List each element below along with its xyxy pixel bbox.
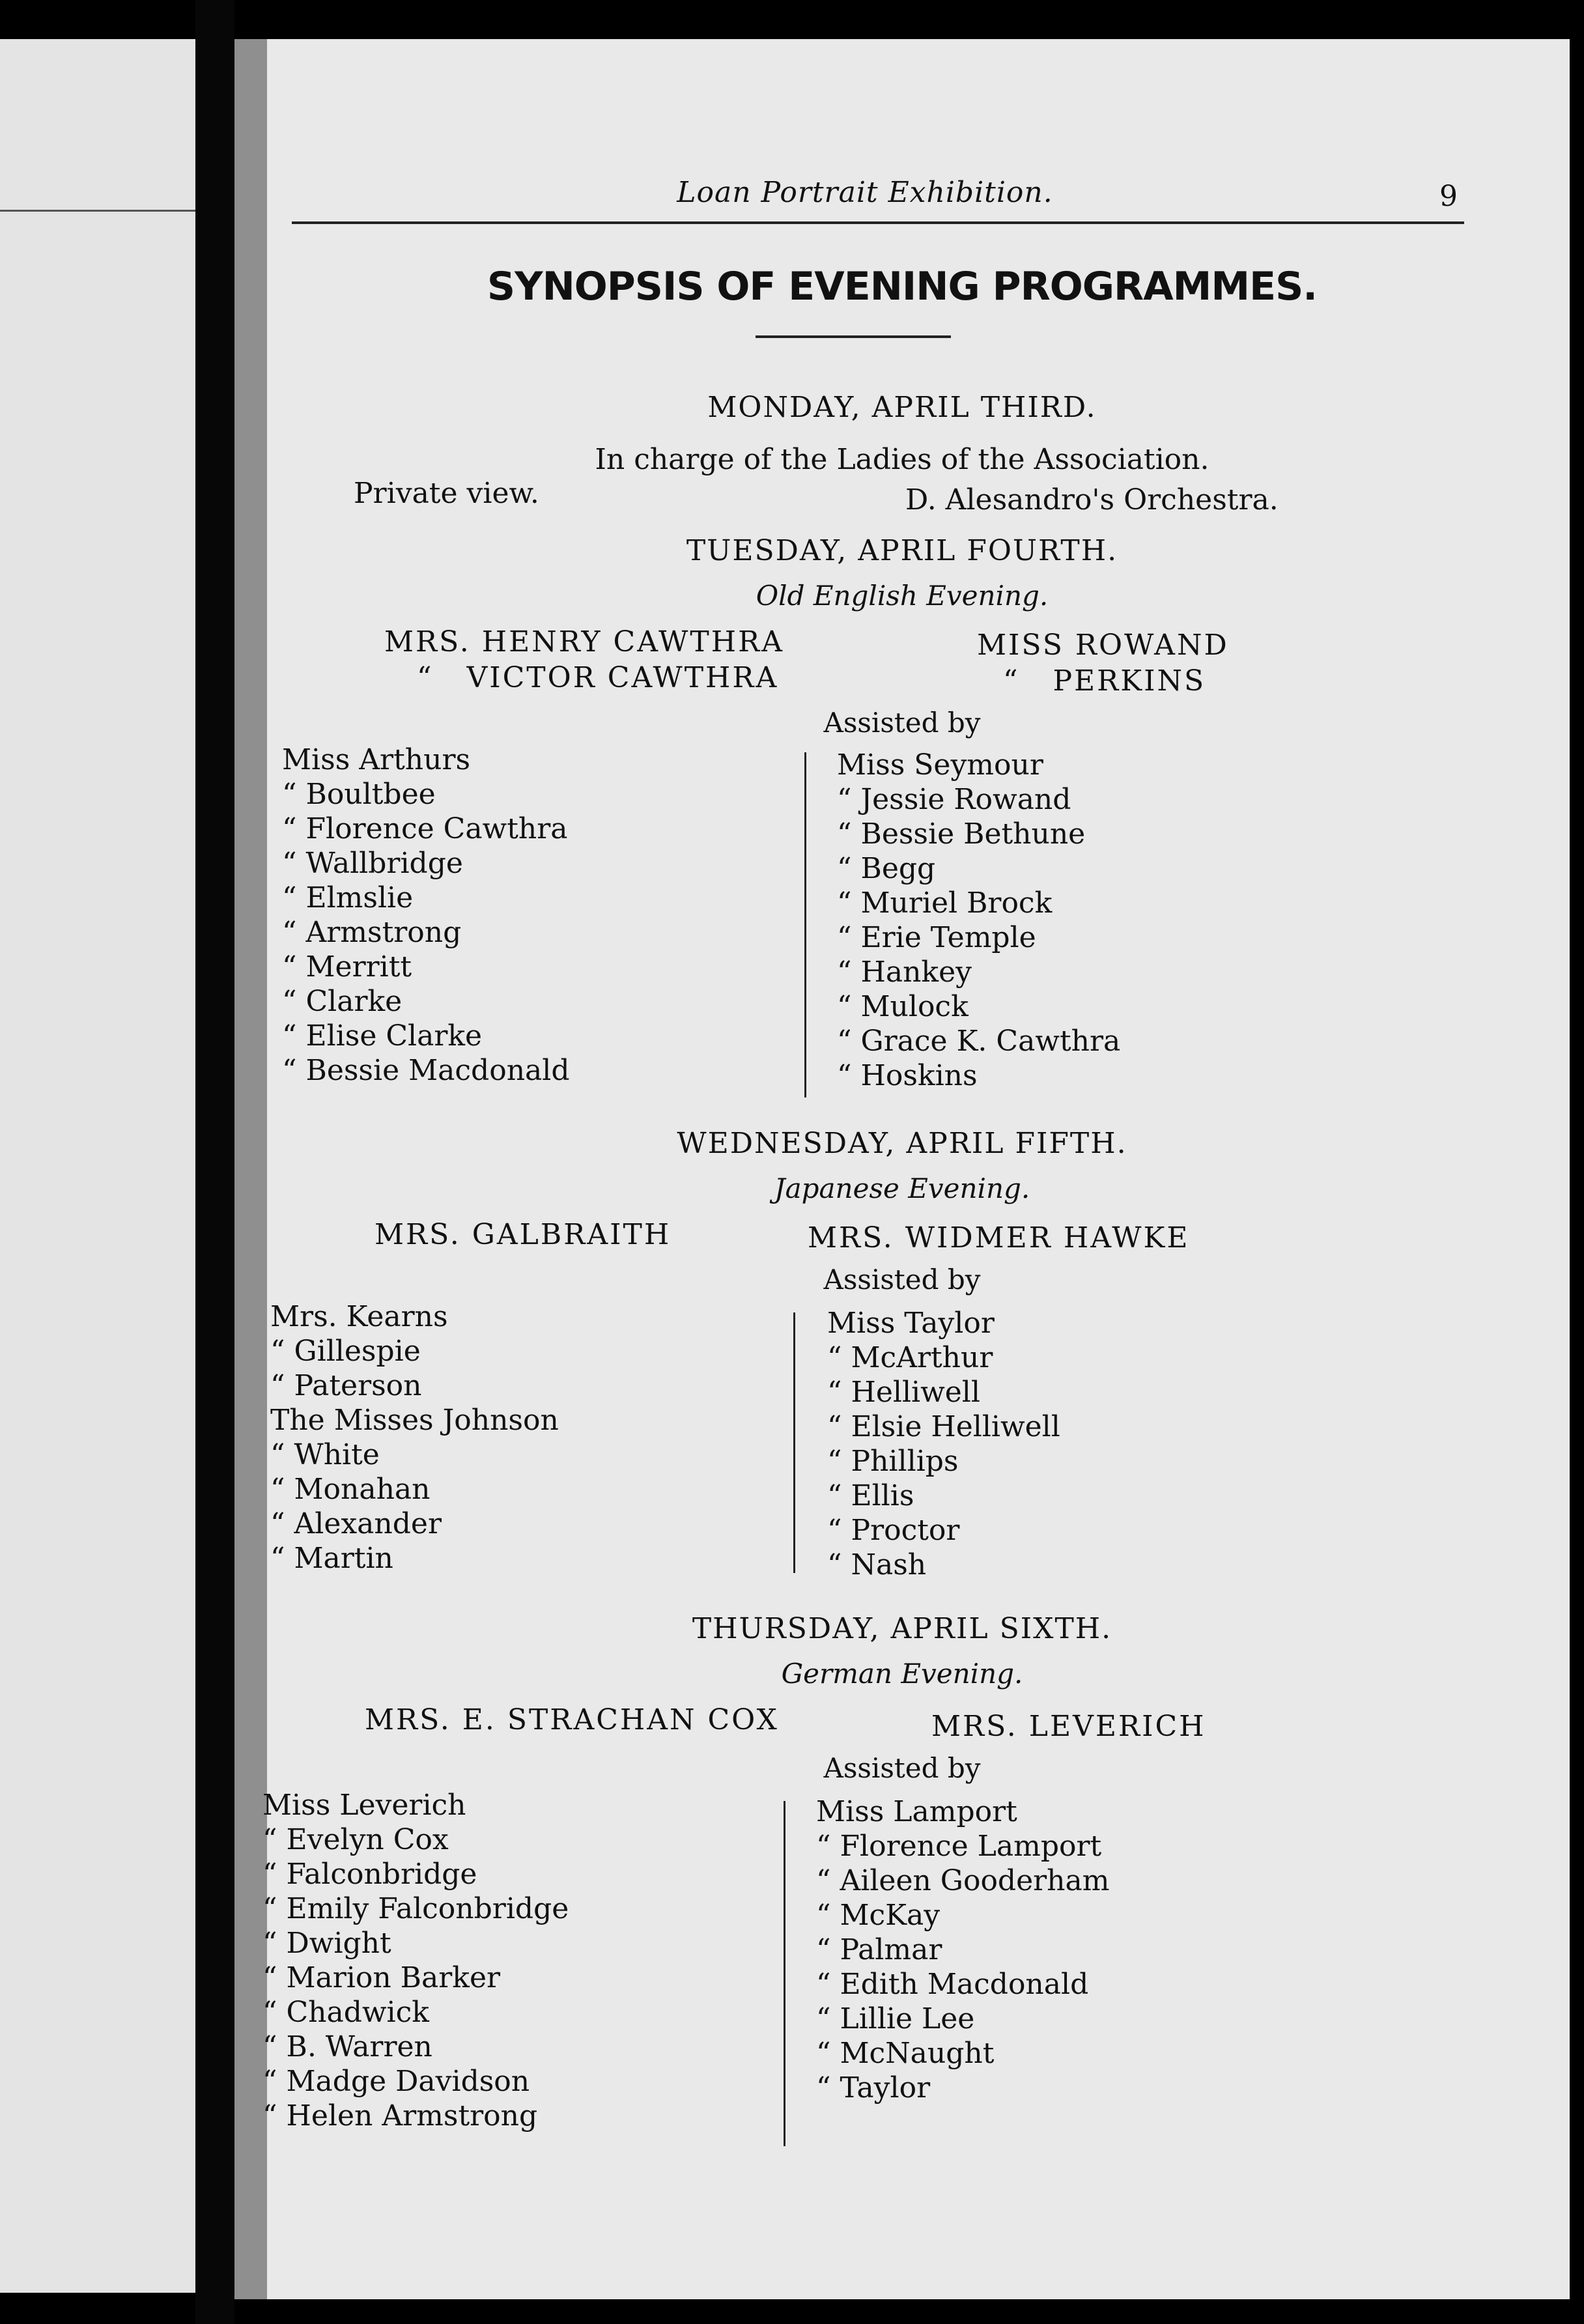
facing-page bbox=[0, 39, 195, 2293]
wednesday-heading: WEDNESDAY, APRIL FIFTH. bbox=[677, 1127, 1127, 1160]
list-item: “ Proctor bbox=[827, 1514, 960, 1547]
thursday-right-list bbox=[816, 1794, 1109, 2105]
list-item: “ Gillespie bbox=[270, 1335, 421, 1368]
tuesday-heading: TUESDAY, APRIL FOURTH. bbox=[686, 534, 1118, 567]
thursday-column-divider bbox=[784, 1801, 785, 2146]
list-item: “ Alexander bbox=[270, 1507, 442, 1540]
list-item: “ McArthur bbox=[827, 1341, 993, 1374]
list-item: Mrs. Kearns bbox=[270, 1300, 448, 1333]
tuesday-column-divider bbox=[804, 752, 806, 1098]
thursday-heading: THURSDAY, APRIL SIXTH. bbox=[692, 1612, 1112, 1645]
tuesday-host-right-2: “ PERKINS bbox=[1003, 664, 1206, 698]
list-item: “ Merritt bbox=[282, 950, 412, 984]
tuesday-host-left-2: “ VICTOR CAWTHRA bbox=[417, 661, 779, 694]
tuesday-right-list bbox=[837, 748, 1120, 1093]
running-title: Loan Portrait Exhibition. bbox=[677, 176, 1053, 209]
list-item: “ Paterson bbox=[270, 1369, 422, 1402]
monday-subtitle: In charge of the Ladies of the Association. bbox=[595, 443, 1209, 476]
list-item: “ Marion Barker bbox=[262, 1961, 501, 1994]
list-item: “ Jessie Rowand bbox=[837, 783, 1071, 816]
list-item: “ Hankey bbox=[837, 956, 972, 989]
list-item: “ Mulock bbox=[837, 990, 969, 1023]
list-item: Miss Seymour bbox=[837, 748, 1043, 782]
tuesday-host-right-1: MISS ROWAND bbox=[977, 629, 1229, 662]
wednesday-column-divider bbox=[793, 1312, 795, 1573]
list-item: “ Helen Armstrong bbox=[262, 2099, 538, 2133]
running-header bbox=[292, 163, 1458, 221]
tuesday-assisted-by: Assisted by bbox=[823, 707, 981, 739]
title-rule bbox=[756, 335, 951, 338]
page-title: SYNOPSIS OF EVENING PROGRAMMES. bbox=[487, 264, 1318, 309]
list-item: “ Dwight bbox=[262, 1927, 391, 1960]
list-item: “ Elsie Helliwell bbox=[827, 1410, 1060, 1443]
monday-right-note: D. Alesandro's Orchestra. bbox=[905, 483, 1279, 517]
list-item: “ Palmar bbox=[816, 1933, 942, 1966]
list-item: “ McNaught bbox=[816, 2037, 995, 2070]
document-page bbox=[234, 39, 1570, 2299]
list-item: “ Clarke bbox=[282, 985, 403, 1018]
list-item: “ Florence Lamport bbox=[816, 1830, 1102, 1863]
list-item: “ Bessie Macdonald bbox=[282, 1054, 570, 1087]
list-item: “ Muriel Brock bbox=[837, 886, 1053, 920]
list-item: “ Florence Cawthra bbox=[282, 812, 568, 845]
thursday-left-list bbox=[262, 1788, 569, 2133]
list-item: “ B. Warren bbox=[262, 2030, 432, 2063]
list-item: “ Ellis bbox=[827, 1479, 914, 1512]
wednesday-left-list bbox=[270, 1299, 559, 1576]
thursday-assisted-by: Assisted by bbox=[823, 1752, 981, 1784]
wednesday-theme: Japanese Evening. bbox=[774, 1172, 1030, 1204]
list-item: “ Aileen Gooderham bbox=[816, 1864, 1110, 1897]
monday-left-note: Private view. bbox=[354, 477, 539, 510]
list-item: “ Lillie Lee bbox=[816, 2002, 975, 2035]
wednesday-assisted-by: Assisted by bbox=[823, 1264, 981, 1296]
book-spine bbox=[195, 0, 234, 2324]
list-item: Miss Arthurs bbox=[282, 743, 471, 776]
tuesday-left-list bbox=[282, 743, 570, 1088]
list-item: “ Edith Macdonald bbox=[816, 1968, 1089, 2001]
list-item: “ Elmslie bbox=[282, 881, 414, 914]
list-item: Miss Taylor bbox=[827, 1307, 995, 1340]
header-rule bbox=[292, 221, 1464, 224]
list-item: “ Begg bbox=[837, 852, 936, 885]
list-item: “ Chadwick bbox=[262, 1996, 429, 2029]
list-item: “ Taylor bbox=[816, 2071, 931, 2104]
list-item: “ White bbox=[270, 1438, 380, 1471]
tuesday-host-left-1: MRS. HENRY CAWTHRA bbox=[384, 625, 785, 659]
list-item: “ Armstrong bbox=[282, 916, 462, 949]
list-item: “ Erie Temple bbox=[837, 921, 1036, 954]
page-number: 9 bbox=[1439, 180, 1458, 213]
facing-page-rule bbox=[0, 210, 195, 212]
wednesday-right-list bbox=[827, 1306, 1060, 1582]
list-item: The Misses Johnson bbox=[270, 1404, 559, 1437]
list-item: “ Evelyn Cox bbox=[262, 1823, 449, 1856]
list-item: Miss Lamport bbox=[816, 1795, 1017, 1828]
wednesday-host-right: MRS. WIDMER HAWKE bbox=[808, 1221, 1190, 1254]
list-item: Miss Leverich bbox=[262, 1789, 466, 1822]
list-item: “ Bessie Bethune bbox=[837, 817, 1086, 851]
tuesday-theme: Old English Evening. bbox=[756, 580, 1049, 612]
list-item: “ Madge Davidson bbox=[262, 2065, 530, 2098]
list-item: “ Martin bbox=[270, 1542, 393, 1575]
list-item: “ Grace K. Cawthra bbox=[837, 1025, 1121, 1058]
list-item: “ Helliwell bbox=[827, 1376, 980, 1409]
list-item: “ Hoskins bbox=[837, 1059, 978, 1092]
thursday-host-left: MRS. E. STRACHAN COX bbox=[365, 1703, 779, 1736]
list-item: “ Elise Clarke bbox=[282, 1019, 483, 1053]
monday-heading: MONDAY, APRIL THIRD. bbox=[707, 391, 1097, 424]
list-item: “ Phillips bbox=[827, 1445, 959, 1478]
list-item: “ Monahan bbox=[270, 1473, 431, 1506]
list-item: “ Nash bbox=[827, 1548, 927, 1581]
thursday-host-right: MRS. LEVERICH bbox=[931, 1710, 1206, 1743]
list-item: “ Wallbridge bbox=[282, 847, 463, 880]
list-item: “ Emily Falconbridge bbox=[262, 1892, 569, 1925]
wednesday-host-left: MRS. GALBRAITH bbox=[375, 1218, 672, 1251]
list-item: “ McKay bbox=[816, 1899, 940, 1932]
list-item: “ Boultbee bbox=[282, 778, 436, 811]
list-item: “ Falconbridge bbox=[262, 1858, 477, 1891]
thursday-theme: German Evening. bbox=[781, 1658, 1023, 1690]
